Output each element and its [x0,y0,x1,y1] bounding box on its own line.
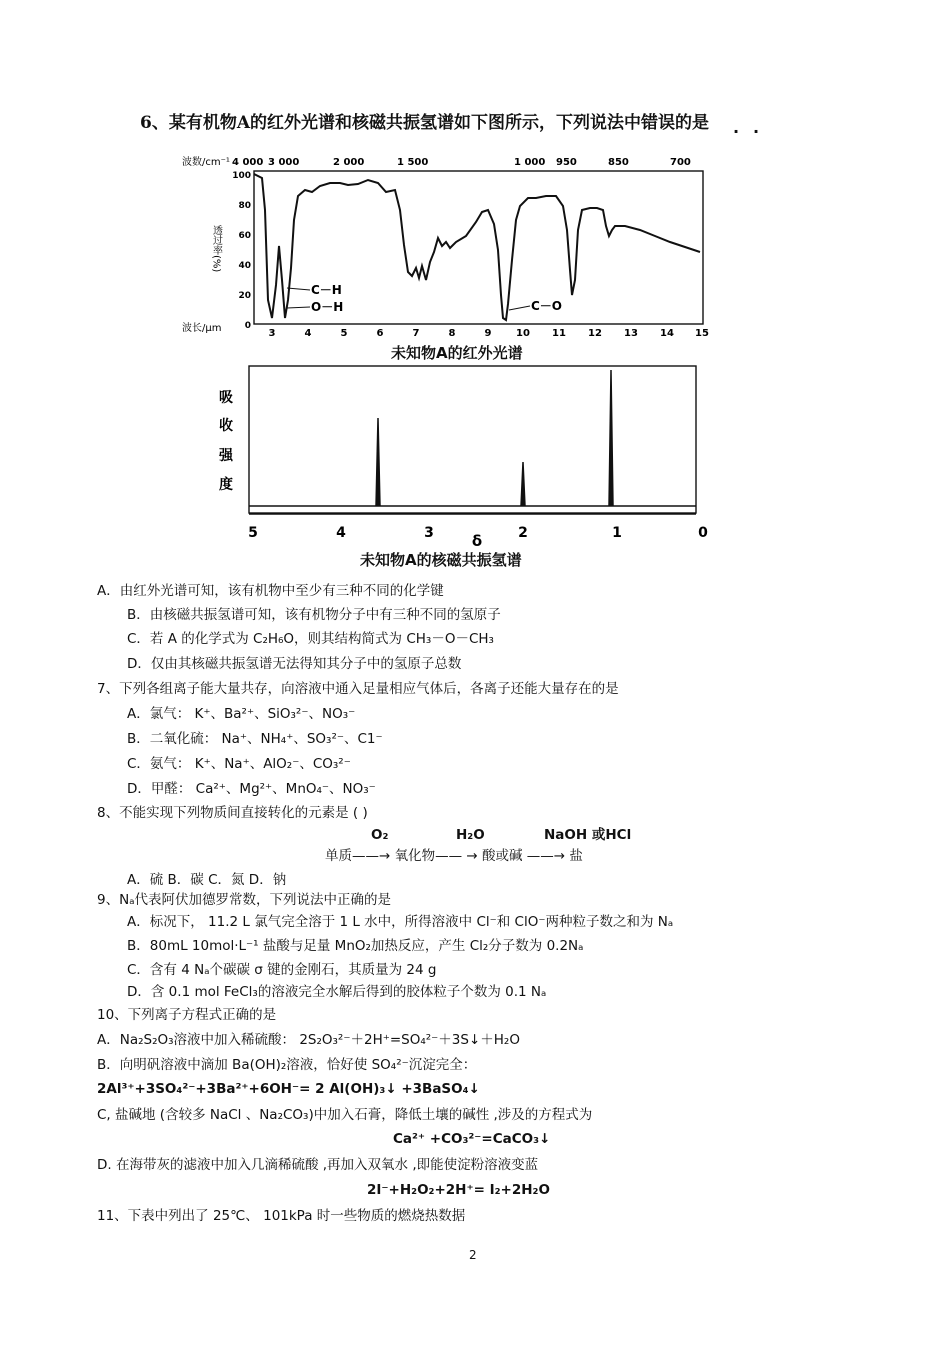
q10-equation-d: 2I⁻+H₂O₂+2H⁺= I₂+2H₂O [367,1182,550,1198]
wavelength-tick: 15 [695,328,709,339]
nmr-x-label: δ [471,532,483,550]
wavelength-tick: 7 [412,328,420,339]
q6-option-a: A．由红外光谱可知，该有机物中至少有三种不同的化学键 [97,583,444,599]
q8-reagent-o2: O₂ [371,827,389,843]
wavenumber-tick: 1 500 [397,157,429,168]
q8-conversion-chain: 单质——→ 氧化物—— → 酸或碱 ——→ 盐 [325,848,583,864]
q6-option-c: C．若 A 的化学式为 C₂H₆O，则其结构简式为 CH₃－O－CH₃ [127,631,494,647]
ir-caption: 未知物A的红外光谱 [391,344,523,362]
wavelength-tick: 3 [268,328,276,339]
q11-stem: 11、下表中列出了 25℃、 101kPa 时一些物质的燃烧热数据 [97,1208,466,1224]
q6-option-d: D．仅由其核磁共振氢谱无法得知其分子中的氢原子总数 [127,656,462,672]
ir-y-ticks [232,171,251,331]
q10-equation-b: 2Al³⁺+3SO₄²⁻+3Ba²⁺+6OH⁻= 2 Al(OH)₃↓ +3BaSO₄↓ [97,1081,480,1097]
q7-option-d: D．甲醛： Ca²⁺、Mg²⁺、MnO₄⁻、NO₃⁻ [127,781,376,797]
wavenumber-tick: 950 [556,157,577,168]
wavenumber-tick: 850 [608,157,629,168]
wavenumber-tick: 700 [670,157,691,168]
nmr-peak [609,370,613,506]
y-tick: 100 [232,171,251,181]
q9-option-a: A．标况下， 11.2 L 氯气完全溶于 1 L 水中，所得溶液中 Cl⁻和 ClO⁻两种粒子数之和为 Nₐ [127,914,674,930]
x-tick: 5 [248,525,258,541]
q8-reagent-base-acid: NaOH 或HCl [544,827,632,843]
y-label-char: 收 [219,418,233,434]
wavelength-tick: 5 [340,328,348,339]
q7-option-c: C．氨气： K⁺、Na⁺、AlO₂⁻、CO₃²⁻ [127,756,351,772]
q10-stem: 10、下列离子方程式正确的是 [97,1007,277,1023]
wavelength-ticks [269,328,709,339]
wavelength-label: 波长/μm [182,323,222,334]
x-tick: 4 [336,525,346,541]
q10-option-a: A．Na₂S₂O₃溶液中加入稀硫酸： 2S₂O₃²⁻＋2H⁺=SO₄²⁻＋3S↓＋H₂O [97,1032,520,1048]
x-tick: 0 [698,525,708,541]
q10-option-b: B．向明矾溶液中滴加 Ba(OH)₂溶液，恰好使 SO₄²⁻沉淀完全： [97,1057,477,1073]
q9-option-c: C．含有 4 Nₐ个碳碳 σ 键的金刚石，其质量为 24 g [127,962,437,978]
wavenumber-tick: 4 000 [232,157,264,168]
ir-y-label: 透过率(%) [210,225,222,273]
wavelength-tick: 13 [624,328,638,339]
y-tick: 40 [238,261,251,271]
emphasis-dot: · [733,122,740,141]
wavelength-tick: 10 [516,328,530,339]
wavelength-tick: 4 [304,328,312,339]
wavenumber-tick: 1 000 [514,157,546,168]
wavelength-tick: 8 [448,328,456,339]
nmr-y-label [218,390,234,493]
ir-spectrum-trace [254,174,700,320]
q8-reagent-h2o: H₂O [456,827,485,843]
q9-option-b: B．80mL 10mol·L⁻¹ 盐酸与足量 MnO₂加热反应，产生 Cl₂分子数为 0.2Nₐ [127,938,584,954]
q6-option-b: B．由核磁共振氢谱可知，该有机物分子中有三种不同的氢原子 [127,607,501,623]
y-label-char: 度 [219,477,233,493]
q8-options: A．硫 B．碳 C．氮 D．钠 [127,872,287,888]
y-tick: 80 [238,201,251,211]
page-number: 2 [469,1248,477,1262]
wavenumber-tick: 2 000 [333,157,365,168]
q7-option-a: A．氯气： K⁺、Ba²⁺、SiO₃²⁻、NO₃⁻ [127,706,356,722]
bond-label-co: C－O [531,299,563,313]
x-tick: 1 [612,525,622,541]
q9-stem: 9、Nₐ代表阿伏加德罗常数，下列说法中正确的是 [97,892,391,908]
wavenumber-label: 波数/cm⁻¹ [182,157,230,168]
y-label-char: 吸 [219,390,233,406]
wavelength-tick: 12 [588,328,602,339]
wavenumber-ticks [232,157,691,168]
y-tick: 60 [238,231,251,241]
wavelength-tick: 14 [660,328,674,339]
wavelength-tick: 9 [484,328,492,339]
x-tick: 2 [518,525,528,541]
q10-option-d: D. 在海带灰的滤液中加入几滴稀硫酸 ,再加入双氧水 ,即能使淀粉溶液变蓝 [97,1157,539,1173]
wavelength-tick: 11 [552,328,566,339]
bond-label-oh: O－H [311,300,344,314]
nmr-caption: 未知物A的核磁共振氢谱 [360,551,522,569]
emphasis-dot: · [753,122,760,141]
q10-option-c: C, 盐碱地 (含较多 NaCl 、Na₂CO₃)中加入石膏，降低土壤的碱性 ,涉及的方程式为 [97,1107,593,1123]
nmr-peak [521,462,525,506]
q9-option-d: D．含 0.1 mol FeCl₃的溶液完全水解后得到的胶体粒子个数为 0.1 Nₐ [127,984,547,1000]
nmr-plot-frame [249,366,696,513]
q8-stem: 8、不能实现下列物质间直接转化的元素是 ( ) [97,805,368,821]
x-tick: 3 [424,525,434,541]
nmr-spectrum-figure [0,362,950,562]
bond-label-ch: C－H [311,283,342,297]
nmr-peak [376,418,380,506]
wavenumber-tick: 3 000 [268,157,300,168]
y-tick: 20 [238,291,251,301]
q7-stem: 7、下列各组离子能大量共存，向溶液中通入足量相应气体后，各离子还能大量存在的是 [97,681,619,697]
wavelength-tick: 6 [376,328,384,339]
y-label-char: 强 [219,448,233,464]
q10-equation-c: Ca²⁺ +CO₃²⁻=CaCO₃↓ [393,1131,551,1147]
q7-option-b: B．二氧化硫： Na⁺、NH₄⁺、SO₃²⁻、C1⁻ [127,731,383,747]
y-tick: 0 [244,321,251,331]
question-6-title: 6、某有机物A的红外光谱和核磁共振氢谱如下图所示，下列说法中错误的是 [140,113,710,133]
